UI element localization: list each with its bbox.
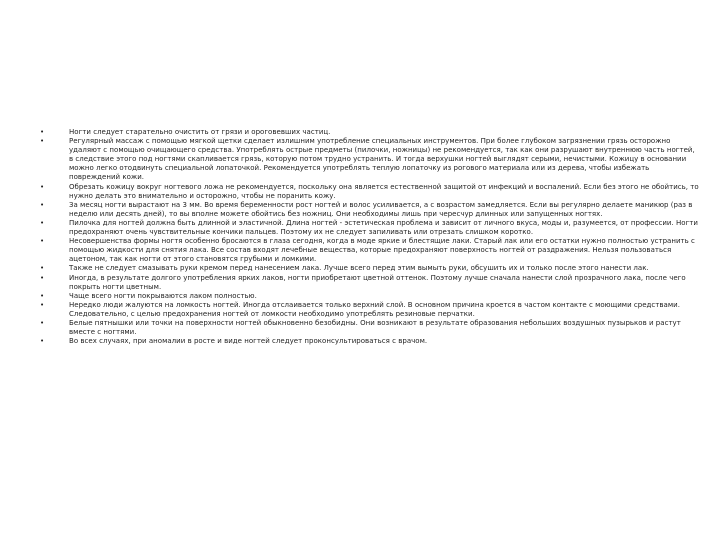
list-item xyxy=(40,301,700,319)
bullet-marker: • xyxy=(40,200,45,209)
list-item xyxy=(40,183,700,201)
list-item-text: Белые пятнышки или точки на поверхности ногтей обыкновенно безобидны. Они возникают в результате образования небольших воздушных пузырьков и растут вместе с ногтями. xyxy=(69,318,681,337)
list-item-text: Также не следует смазывать руки кремом перед нанесением лака. Лучше всего перед этим вымыть руки, обсушить их и только после этого нанести лак. xyxy=(69,264,649,273)
list-item xyxy=(40,219,700,237)
bullet-marker: • xyxy=(40,337,45,346)
bullet-marker: • xyxy=(40,182,45,191)
list-item-text: Обрезать кожицу вокруг ногтевого ложа не рекомендуется, поскольку она является естественной защитой от инфекций и воспалений. Если без этого не обойтись, то нужно делать это внимательно и осторожно, чтобы не поранить кожу. xyxy=(69,182,699,200)
bullet-marker: • xyxy=(40,137,45,146)
list-item-text: За месяц ногти вырастают на 3 мм. Во время беременности рост ногтей и волос усиливается, а с возрастом замедляется. Если вы регулярно делаете маникюр (раз в неделю или десять дней), то вы вполне можете обойтись без ножниц. Они необходимы лишь при чересчур длинных или запущенных ногтях. xyxy=(69,200,693,218)
list-item xyxy=(40,201,700,219)
bullet-marker: • xyxy=(40,318,45,327)
list-item xyxy=(40,128,700,137)
bullet-marker: • xyxy=(40,237,45,246)
bullet-marker: • xyxy=(40,300,45,309)
list-item-text: Пилочка для ногтей должна быть длинной и эластичной. Длина ногтей - эстетическая проблема и зависит от личного вкуса, моды и, разумеется, от профессии. Ногти предохраняют очень чувствительные кончики пальцев. Поэтому их не следует запиливать или отрезать слишком коротко. xyxy=(69,218,698,237)
list-item-text: Чаще всего ногти покрываются лаком полностью. xyxy=(69,291,257,300)
bullet-marker: • xyxy=(40,291,45,300)
bullet-marker: • xyxy=(40,264,45,273)
list-item-text: Несовершенства формы ногтя особенно бросаются в глаза сегодня, когда в моде яркие и блестящие лаки. Старый лак или его остатки нужно полностью устранить с помощью жидкости для снятия лака. Все состав входят лечебные вещества, которые предохраняют поверхность ногтей от раздражения. Нельзя пользоваться ацетоном, так как ногти от этого становятся грубыми и ломкими. xyxy=(69,237,695,264)
list-item-text: Иногда, в результате долгого употребления ярких лаков, ногти приобретают цветной оттенок. Поэтому лучше сначала нанести слой прозрачного лака, после чего покрыть ногти цветным. xyxy=(69,273,686,291)
list-item xyxy=(40,264,700,273)
list-item xyxy=(40,337,700,346)
list-item-text: Регулярный массаж с помощью мягкой щетки сделает излишним употребление специальных инструментов. При более глубоком загрязнении грязь осторожно удаляют с помощью очищающего средства. Употреблять острые предметы (пилочки, ножницы) не рекомендуется, так как они разрушают внутреннюю часть ногтей, в следствие этого под ногтями скапливается грязь, которую потом трудно устранить. И тогда верхушки ногтей выглядят серыми, нечистыми. Кожицу в основании можно легко отодвинуть специальной лопаточкой. Рекомендуется употреблять теплую лопаточку из рогового материала или из дерева, чтобы избежать повреждений кожи. xyxy=(69,137,695,182)
list-item xyxy=(40,319,700,337)
list-item xyxy=(40,274,700,292)
bullet-marker: • xyxy=(40,218,45,227)
list-item xyxy=(40,237,700,264)
list-item xyxy=(40,292,700,301)
bullet-marker: • xyxy=(40,273,45,282)
list-item-text: Ногти следует старательно очистить от грязи и ороговевших частиц. xyxy=(69,128,331,136)
list-item-text: Во всех случаях, при аномалии в росте и виде ногтей следует проконсультироваться с врачом. xyxy=(69,337,428,346)
list-item-text: Нередко люди жалуются на ломкость ногтей. Иногда отслаивается только верхний слой. В основном причина кроется в частом контакте с моющими средствами. Следовательно, с целью предохранения ногтей от ломкости необходимо употреблять резиновые перчатки. xyxy=(69,300,680,318)
bullet-marker: • xyxy=(40,128,45,136)
bullet-list xyxy=(40,128,700,346)
list-item xyxy=(40,137,700,182)
